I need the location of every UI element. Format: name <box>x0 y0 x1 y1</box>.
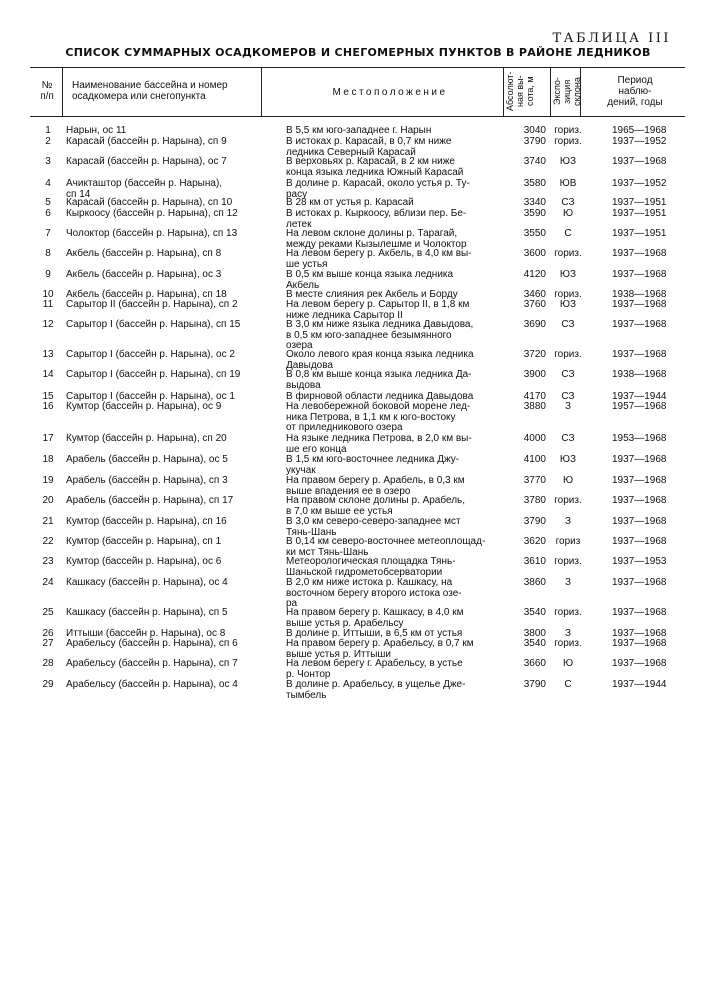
station-altitude: 3860 <box>523 577 546 588</box>
slope-exposition: С <box>564 679 572 690</box>
station-location: На правом склоне долины р. Арабель, в 7,0 км выше ее устья <box>286 495 466 517</box>
station-name: Арабельсу (бассейн р. Нарына), сп 6 <box>66 638 238 649</box>
station-altitude: 3790 <box>523 516 546 527</box>
station-location: В 0,5 км выше конца языка ледника Акбель <box>286 269 454 291</box>
station-altitude: 3580 <box>523 178 546 189</box>
station-altitude: 3770 <box>523 475 546 486</box>
row-number: 6 <box>45 208 51 219</box>
station-location: В 0,8 км выше конца языка ледника Да- выдова <box>286 369 472 391</box>
station-location: На правом берегу р. Кашкасу, в 4,0 км выше устья р. Арабельсу <box>286 607 464 629</box>
station-name: Акбель (бассейн р. Нарына), ос 3 <box>66 269 222 280</box>
row-number: 24 <box>42 577 54 588</box>
row-number: 13 <box>42 349 54 360</box>
station-altitude: 3790 <box>523 136 546 147</box>
station-name: Арабель (бассейн р. Нарына), ос 5 <box>66 454 228 465</box>
row-number: 14 <box>42 369 54 380</box>
row-number: 25 <box>42 607 54 618</box>
station-altitude: 4100 <box>523 454 546 465</box>
slope-exposition: гориз. <box>554 289 582 300</box>
station-location: В долине р. Арабельсу, в ущелье Дже- тымбель <box>286 679 466 701</box>
observation-period: 1937—1968 <box>612 577 667 588</box>
observation-period: 1937—1968 <box>612 536 667 547</box>
row-number: 1 <box>45 125 51 136</box>
station-name: Карасай (бассейн р. Нарына), сп 10 <box>66 197 233 208</box>
slope-exposition: гориз. <box>554 125 582 136</box>
header-period: Период наблю- дений, годы <box>607 75 663 108</box>
station-altitude: 3590 <box>523 208 546 219</box>
station-name: Арабельсу (бассейн р. Нарына), ос 4 <box>66 679 238 690</box>
column-divider <box>550 67 551 116</box>
slope-exposition: ЮЗ <box>559 156 577 167</box>
station-name: Чолоктор (бассейн р. Нарына), сп 13 <box>66 228 238 239</box>
station-name: Акбель (бассейн р. Нарына), сп 8 <box>66 248 222 259</box>
station-location: В истоках р. Карасай, в 0,7 км ниже ледника Северный Карасай <box>286 136 452 158</box>
header-location: Местоположение <box>332 87 448 98</box>
row-number: 17 <box>42 433 54 444</box>
station-name: Арабель (бассейн р. Нарына), сп 17 <box>66 495 234 506</box>
row-number: 22 <box>42 536 54 547</box>
station-location: На языке ледника Петрова, в 2,0 км вы- ше его конца <box>286 433 472 455</box>
slope-exposition: гориз. <box>554 248 582 259</box>
row-number: 19 <box>42 475 54 486</box>
observation-period: 1937—1968 <box>612 269 667 280</box>
table-label: ТАБЛИЦА III <box>552 31 671 46</box>
header-name: Наименование бассейна и номер осадкомера или снегопункта <box>72 80 228 102</box>
row-number: 26 <box>42 628 54 639</box>
station-altitude: 3460 <box>523 289 546 300</box>
station-location: На правом берегу р. Арабель, в 0,3 км выше впадения ее в озеро <box>286 475 465 497</box>
station-altitude: 3790 <box>523 679 546 690</box>
station-location: На правом берегу р. Арабельсу, в 0,7 км выше устья р. Иттыши <box>286 638 474 660</box>
station-location: В истоках р. Кыркоосу, вблизи пер. Бе- летек <box>286 208 467 230</box>
station-location: В 0,14 км северо-восточнее метеоплощад- ки мст Тянь-Шань <box>286 536 486 558</box>
station-location: В 3,0 км ниже языка ледника Давыдова, в 0,5 км юго-западнее безымянного озера <box>286 319 474 351</box>
observation-period: 1937—1944 <box>612 391 667 402</box>
station-name: Арабель (бассейн р. Нарына), сп 3 <box>66 475 228 486</box>
observation-period: 1937—1952 <box>612 136 667 147</box>
column-divider <box>62 67 63 116</box>
slope-exposition: СЗ <box>561 391 575 402</box>
observation-period: 1937—1968 <box>612 495 667 506</box>
observation-period: 1938—1968 <box>612 369 667 380</box>
slope-exposition: Ю <box>562 208 574 219</box>
station-altitude: 3740 <box>523 156 546 167</box>
station-location: В верховьях р. Карасай, в 2 км ниже конца языка ледника Южный Карасай <box>286 156 464 178</box>
slope-exposition: гориз. <box>554 638 582 649</box>
slope-exposition: СЗ <box>561 319 575 330</box>
slope-exposition: З <box>564 516 572 527</box>
slope-exposition: гориз. <box>554 556 582 567</box>
observation-period: 1937—1951 <box>612 228 667 239</box>
slope-exposition: Ю <box>562 475 574 486</box>
station-altitude: 3620 <box>523 536 546 547</box>
observation-period: 1965—1968 <box>612 125 667 136</box>
slope-exposition: СЗ <box>561 197 575 208</box>
station-altitude: 3540 <box>523 638 546 649</box>
station-location: В 2,0 км ниже истока р. Кашкасу, на восточном берегу второго истока озе- ра <box>286 577 462 609</box>
station-name: Сарытор I (бассейн р. Нарына), сп 15 <box>66 319 241 330</box>
observation-period: 1937—1944 <box>612 679 667 690</box>
header-altitude: Абсолют- ная вы- сота, м <box>505 71 535 112</box>
slope-exposition: ЮЗ <box>559 269 577 280</box>
station-name: Карасай (бассейн р. Нарына), ос 7 <box>66 156 227 167</box>
station-name: Сарытор I (бассейн р. Нарына), сп 19 <box>66 369 241 380</box>
column-divider <box>503 67 504 116</box>
station-altitude: 3780 <box>523 495 546 506</box>
observation-period: 1938—1968 <box>612 289 667 300</box>
row-number: 2 <box>45 136 51 147</box>
station-altitude: 3550 <box>523 228 546 239</box>
row-number: 27 <box>42 638 54 649</box>
station-name: Кашкасу (бассейн р. Нарына), ос 4 <box>66 577 228 588</box>
row-number: 9 <box>45 269 51 280</box>
observation-period: 1937—1951 <box>612 208 667 219</box>
row-number: 23 <box>42 556 54 567</box>
observation-period: 1937—1952 <box>612 178 667 189</box>
row-number: 16 <box>42 401 54 412</box>
station-altitude: 3900 <box>523 369 546 380</box>
slope-exposition: З <box>564 628 572 639</box>
station-location: В месте слияния рек Акбель и Борду <box>286 289 458 300</box>
row-number: 15 <box>42 391 54 402</box>
station-altitude: 3760 <box>523 299 546 310</box>
slope-exposition: ЮЗ <box>559 454 577 465</box>
station-location: В 3,0 км северо-северо-западнее мст Тянь-Шань <box>286 516 461 538</box>
station-location: В 1,5 км юго-восточнее ледника Джу- укучак <box>286 454 460 476</box>
observation-period: 1937—1968 <box>612 349 667 360</box>
row-number: 28 <box>42 658 54 669</box>
row-number: 4 <box>45 178 51 189</box>
slope-exposition: СЗ <box>561 369 575 380</box>
slope-exposition: ЮЗ <box>559 299 577 310</box>
station-name: Кыркоосу (бассейн р. Нарына), сп 12 <box>66 208 238 219</box>
station-altitude: 3600 <box>523 248 546 259</box>
slope-exposition: З <box>564 401 572 412</box>
observation-period: 1937—1951 <box>612 197 667 208</box>
observation-period: 1937—1968 <box>612 516 667 527</box>
observation-period: 1937—1968 <box>612 475 667 486</box>
station-name: Карасай (бассейн р. Нарына), сп 9 <box>66 136 227 147</box>
station-location: В фирновой области ледника Давыдова <box>286 391 474 402</box>
station-altitude: 3720 <box>523 349 546 360</box>
row-number: 11 <box>42 299 54 310</box>
row-number: 18 <box>42 454 54 465</box>
row-number: 3 <box>45 156 51 167</box>
slope-exposition: гориз. <box>554 495 582 506</box>
station-name: Арабельсу (бассейн р. Нарына), сп 7 <box>66 658 238 669</box>
station-name: Кумтор (бассейн р. Нарына), сп 1 <box>66 536 222 547</box>
station-location: В долине р. Иттыши, в 6,5 км от устья <box>286 628 463 639</box>
station-location: На левом склоне долины р. Тарагай, между реками Кызылешме и Чолоктор <box>286 228 467 250</box>
station-altitude: 4000 <box>523 433 546 444</box>
slope-exposition: гориз. <box>554 607 582 618</box>
station-name: Сарытор II (бассейн р. Нарына), сп 2 <box>66 299 238 310</box>
station-altitude: 3340 <box>523 197 546 208</box>
observation-period: 1937—1968 <box>612 156 667 167</box>
station-location: В долине р. Карасай, около устья р. Ту- расу <box>286 178 470 200</box>
row-number: 10 <box>42 289 54 300</box>
station-location: На левом берегу р. Сарытор II, в 1,8 км ниже ледника Сарытор II <box>286 299 470 321</box>
observation-period: 1937—1968 <box>612 638 667 649</box>
observation-period: 1937—1968 <box>612 628 667 639</box>
observation-period: 1937—1968 <box>612 607 667 618</box>
station-name: Кумтор (бассейн р. Нарына), ос 6 <box>66 556 222 567</box>
station-name: Акбель (бассейн р. Нарына), сп 18 <box>66 289 227 300</box>
header-exposition: Экспо- зиция склона <box>552 77 582 106</box>
station-name: Сарытор I (бассейн р. Нарына), ос 2 <box>66 349 235 360</box>
observation-period: 1937—1968 <box>612 248 667 259</box>
observation-period: 1937—1968 <box>612 319 667 330</box>
station-altitude: 3540 <box>523 607 546 618</box>
column-divider <box>261 67 262 116</box>
station-name: Ачикташтор (бассейн р. Нарына), сп 14 <box>66 178 223 200</box>
station-name: Кумтор (бассейн р. Нарына), сп 16 <box>66 516 227 527</box>
station-altitude: 4120 <box>523 269 546 280</box>
row-number: 29 <box>42 679 54 690</box>
station-altitude: 3040 <box>523 125 546 136</box>
row-number: 5 <box>45 197 51 208</box>
row-number: 21 <box>42 516 54 527</box>
row-number: 12 <box>42 319 54 330</box>
observation-period: 1953—1968 <box>612 433 667 444</box>
station-location: Метеорологическая площадка Тянь- Шаньской гидрометобсерватории <box>286 556 456 578</box>
row-number: 7 <box>45 228 51 239</box>
observation-period: 1937—1968 <box>612 658 667 669</box>
station-altitude: 3660 <box>523 658 546 669</box>
station-altitude: 3610 <box>523 556 546 567</box>
row-number: 20 <box>42 495 54 506</box>
station-name: Кумтор (бассейн р. Нарына), ос 9 <box>66 401 222 412</box>
slope-exposition: З <box>564 577 572 588</box>
header-num: № п/п <box>40 80 54 102</box>
observation-period: 1937—1953 <box>612 556 667 567</box>
header-bottom-rule <box>30 116 685 117</box>
station-location: В 28 км от устья р. Карасай <box>286 197 414 208</box>
station-altitude: 3800 <box>523 628 546 639</box>
row-number: 8 <box>45 248 51 259</box>
observation-period: 1957—1968 <box>612 401 667 412</box>
station-altitude: 3690 <box>523 319 546 330</box>
station-altitude: 3880 <box>523 401 546 412</box>
observation-period: 1937—1968 <box>612 454 667 465</box>
station-altitude: 4170 <box>523 391 546 402</box>
slope-exposition: гориз <box>555 536 581 547</box>
station-name: Иттыши (бассейн р. Нарына), ос 8 <box>66 628 226 639</box>
slope-exposition: ЮВ <box>559 178 577 189</box>
station-name: Нарын, ос 11 <box>66 125 127 136</box>
station-location: На левом берегу г. Арабельсу, в устье р. Чонтор <box>286 658 463 680</box>
slope-exposition: гориз. <box>554 136 582 147</box>
slope-exposition: С <box>564 228 572 239</box>
station-location: Около левого края конца языка ледника Давыдова <box>286 349 474 371</box>
slope-exposition: СЗ <box>561 433 575 444</box>
station-name: Кумтор (бассейн р. Нарына), сп 20 <box>66 433 227 444</box>
slope-exposition: Ю <box>562 658 574 669</box>
station-name: Кашкасу (бассейн р. Нарына), сп 5 <box>66 607 228 618</box>
page-title: СПИСОК СУММАРНЫХ ОСАДКОМЕРОВ И СНЕГОМЕРНЫХ ПУНКТОВ В РАЙОНЕ ЛЕДНИКОВ <box>65 46 651 59</box>
header-top-rule <box>30 67 685 68</box>
slope-exposition: гориз. <box>554 349 582 360</box>
observation-period: 1937—1968 <box>612 299 667 310</box>
station-location: В 5,5 км юго-западнее г. Нарын <box>286 125 432 136</box>
station-location: На левом берегу р. Акбель, в 4,0 км вы- ше устья <box>286 248 472 270</box>
station-location: На левобережной боковой морене лед- ника Петрова, в 1,1 км к юго-востоку от приледникового озера <box>286 401 471 433</box>
station-name: Сарытор I (бассейн р. Нарына), ос 1 <box>66 391 235 402</box>
